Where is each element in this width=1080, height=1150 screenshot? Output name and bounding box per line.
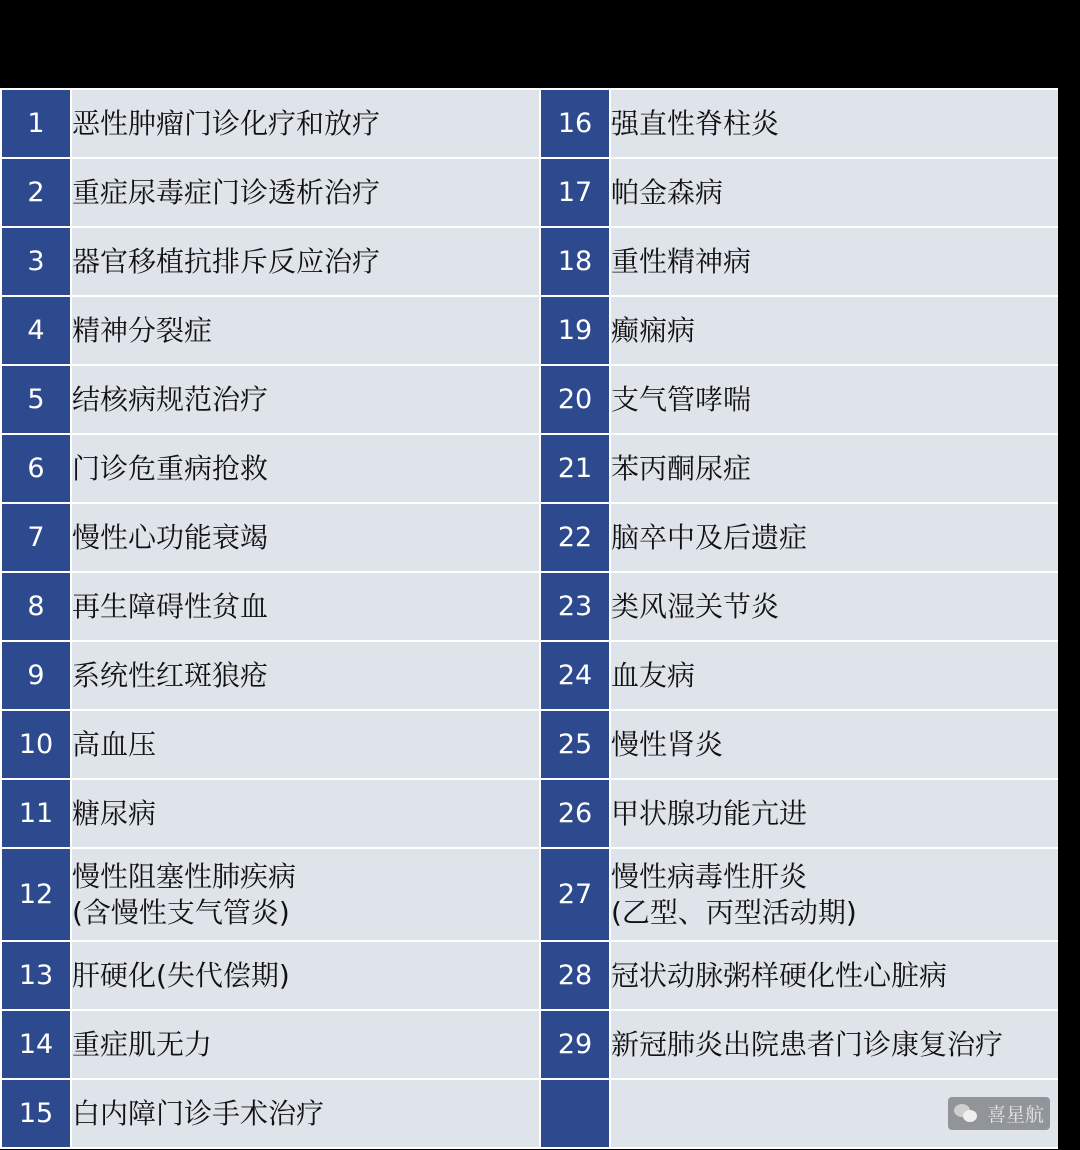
row-label-right: 类风湿关节炎 xyxy=(610,572,1079,641)
row-label-left: 白内障门诊手术治疗 xyxy=(71,1079,540,1148)
right-black-band xyxy=(1058,88,1080,1150)
disease-catalog-table xyxy=(0,88,1080,1149)
row-label-right: 支气管哮喘 xyxy=(610,365,1079,434)
table-row xyxy=(1,710,1079,779)
row-number-right: 25 xyxy=(540,710,610,779)
row-label-right-line2: (乙型、丙型活动期) xyxy=(611,895,857,929)
row-label-right-line1: 慢性病毒性肝炎 xyxy=(611,859,808,893)
row-label-right: 重性精神病 xyxy=(610,227,1079,296)
table-row xyxy=(1,89,1079,158)
row-label-right: 血友病 xyxy=(610,641,1079,710)
row-number-left: 15 xyxy=(1,1079,71,1148)
row-label-right: 癫痫病 xyxy=(610,296,1079,365)
row-number-left: 9 xyxy=(1,641,71,710)
row-number-right: 21 xyxy=(540,434,610,503)
row-label-left-line2: (含慢性支气管炎) xyxy=(72,895,290,929)
row-number-right-empty xyxy=(540,1079,610,1148)
row-label-right xyxy=(610,848,1079,941)
row-number-left: 13 xyxy=(1,941,71,1010)
table-row xyxy=(1,941,1079,1010)
row-number-right: 20 xyxy=(540,365,610,434)
row-label-right: 冠状动脉粥样硬化性心脏病 xyxy=(610,941,1079,1010)
row-number-right: 29 xyxy=(540,1010,610,1079)
table-row xyxy=(1,158,1079,227)
row-label-left xyxy=(71,848,540,941)
row-label-right: 强直性脊柱炎 xyxy=(610,89,1079,158)
row-number-left: 6 xyxy=(1,434,71,503)
row-label-right: 帕金森病 xyxy=(610,158,1079,227)
row-number-right: 24 xyxy=(540,641,610,710)
row-label-left: 肝硬化(失代偿期) xyxy=(71,941,540,1010)
row-label-left: 精神分裂症 xyxy=(71,296,540,365)
row-label-right: 新冠肺炎出院患者门诊康复治疗 xyxy=(610,1010,1079,1079)
table-row xyxy=(1,572,1079,641)
row-number-right: 23 xyxy=(540,572,610,641)
table-row xyxy=(1,1079,1079,1148)
row-number-right: 18 xyxy=(540,227,610,296)
row-label-right: 慢性肾炎 xyxy=(610,710,1079,779)
watermark-label: 喜星航 xyxy=(986,1104,1044,1126)
table-row xyxy=(1,434,1079,503)
row-label-left: 高血压 xyxy=(71,710,540,779)
top-black-band xyxy=(0,0,1080,88)
row-number-left: 8 xyxy=(1,572,71,641)
row-label-right: 苯丙酮尿症 xyxy=(610,434,1079,503)
table-row xyxy=(1,503,1079,572)
row-number-left: 7 xyxy=(1,503,71,572)
row-number-right: 27 xyxy=(540,848,610,941)
row-label-right: 甲状腺功能亢进 xyxy=(610,779,1079,848)
table-row xyxy=(1,779,1079,848)
table-row xyxy=(1,641,1079,710)
table-row xyxy=(1,365,1079,434)
row-label-left: 恶性肿瘤门诊化疗和放疗 xyxy=(71,89,540,158)
row-label-left: 糖尿病 xyxy=(71,779,540,848)
row-label-left: 门诊危重病抢救 xyxy=(71,434,540,503)
table-row xyxy=(1,296,1079,365)
row-number-left: 10 xyxy=(1,710,71,779)
row-label-left: 重症肌无力 xyxy=(71,1010,540,1079)
row-number-left: 11 xyxy=(1,779,71,848)
table-row xyxy=(1,848,1079,941)
table-row xyxy=(1,1010,1079,1079)
row-number-right: 28 xyxy=(540,941,610,1010)
row-number-right: 19 xyxy=(540,296,610,365)
row-number-left: 4 xyxy=(1,296,71,365)
row-label-left: 器官移植抗排斥反应治疗 xyxy=(71,227,540,296)
row-number-right: 17 xyxy=(540,158,610,227)
watermark-badge xyxy=(948,1097,1050,1130)
row-number-left: 12 xyxy=(1,848,71,941)
row-number-left: 5 xyxy=(1,365,71,434)
table-row xyxy=(1,227,1079,296)
row-label-left: 系统性红斑狼疮 xyxy=(71,641,540,710)
row-label-left: 重症尿毒症门诊透析治疗 xyxy=(71,158,540,227)
wechat-icon xyxy=(954,1103,980,1125)
row-label-left-line1: 慢性阻塞性肺疾病 xyxy=(72,859,297,893)
disease-catalog-table-wrapper xyxy=(0,88,1080,1150)
row-number-right: 22 xyxy=(540,503,610,572)
row-label-left: 结核病规范治疗 xyxy=(71,365,540,434)
row-number-left: 14 xyxy=(1,1010,71,1079)
row-label-right: 脑卒中及后遗症 xyxy=(610,503,1079,572)
row-number-right: 26 xyxy=(540,779,610,848)
row-number-right: 16 xyxy=(540,89,610,158)
row-number-left: 2 xyxy=(1,158,71,227)
row-number-left: 3 xyxy=(1,227,71,296)
row-label-left: 慢性心功能衰竭 xyxy=(71,503,540,572)
row-label-left: 再生障碍性贫血 xyxy=(71,572,540,641)
row-number-left: 1 xyxy=(1,89,71,158)
